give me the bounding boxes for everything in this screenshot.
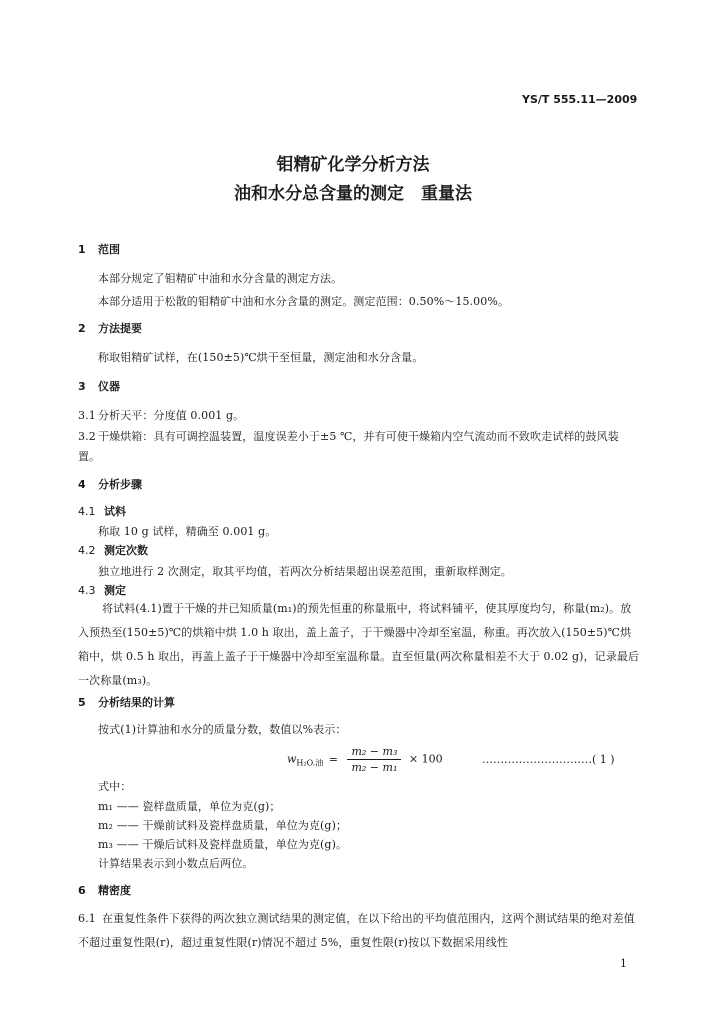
subsection-text: 在重复性条件下获得的两次独立测试结果的测定值，在以下给出的平均值范围内，这两个测试结果的绝对差值不超过重复性限(r)，超过重复性限(r)情况不超过 5%，重复性限(r)按以下数据采用线性 xyxy=(78,912,635,949)
subsection-4-1-text: 称取 10 g 试样，精确至 0.001 g。 xyxy=(98,525,277,538)
subsection-6-1 xyxy=(78,907,640,955)
subsection-4-3-text: 将试料(4.1)置于干燥的并已知质量(m₁)的预先恒重的称量瓶中，将试料铺平，使其厚度均匀，称量(m₂)。放入预热至(150±5)℃的烘箱中烘 1.0 h 取出，盖上盖子，于干燥器中冷却至室温，称重。再次放入(150±5)℃烘箱中，烘 0.5 h 取出，再盖上盖子于干燥器中冷却至室温称量。直至恒量(两次称量相差不大于 0.02 g)，记录最后一次称量(m₃)。 xyxy=(78,602,640,687)
section-number: 2 xyxy=(78,322,86,335)
formula-multiplier: × 100 xyxy=(408,752,443,766)
section-number: 3 xyxy=(78,380,86,393)
formula-subscript: H₂O.油 xyxy=(296,758,324,768)
section-5-intro: 按式(1)计算油和水分的质量分数，数值以%表示： xyxy=(98,723,347,736)
item-number: 3.2 xyxy=(78,430,96,443)
section-4-heading xyxy=(78,479,142,490)
section-number: 4 xyxy=(78,478,86,491)
item-text: 干燥烘箱：具有可调控温装置，温度误差小于±5 ℃，并有可使干燥箱内空气流动而不致吹走试样的鼓风装置。 xyxy=(78,430,619,463)
section-number: 6 xyxy=(78,884,86,897)
document-title-line2: 油和水分总含量的测定 重量法 xyxy=(234,184,472,204)
section-3-heading xyxy=(78,381,120,392)
section-title: 仪器 xyxy=(98,380,120,393)
formula-denominator: m₂ − m₁ xyxy=(351,761,398,774)
formula-leader-dots: ………………………… xyxy=(482,753,592,766)
variable-m3: m₃ —— 干燥后试料及瓷样盘质量，单位为克(g)。 xyxy=(98,838,348,851)
formula-fraction xyxy=(347,746,401,773)
section-title: 范围 xyxy=(98,243,120,256)
formula-1: $w_{H_2O.油}$ = $\frac{\text{m₂ − m₃}}{\text{m₂ − m₁}}$ × 100 xyxy=(287,745,443,774)
subsection-title: 试料 xyxy=(104,505,126,518)
section-6-heading xyxy=(78,885,131,896)
item-3-2 xyxy=(78,427,640,467)
section-title: 精密度 xyxy=(98,884,131,897)
section-1-paragraph-2: 本部分适用于松散的钼精矿中油和水分含量的测定。测定范围：0.50%～15.00%。 xyxy=(98,295,509,308)
formula-label-group xyxy=(482,754,615,765)
page-number: 1 xyxy=(620,957,627,970)
section-title: 分析结果的计算 xyxy=(98,696,175,709)
subsection-4-2-text: 独立地进行 2 次测定，取其平均值，若两次分析结果超出误差范围，重新取样测定。 xyxy=(98,565,512,578)
section-number: 5 xyxy=(78,696,86,709)
item-text: 分析天平：分度值 0.001 g。 xyxy=(98,409,245,422)
formula-where: 式中： xyxy=(98,780,132,793)
item-number: 3.1 xyxy=(78,409,96,422)
section-number: 1 xyxy=(78,243,86,256)
section-2-heading xyxy=(78,323,142,334)
subsection-number: 4.1 xyxy=(78,505,96,518)
subsection-number: 4.2 xyxy=(78,544,96,557)
formula-symbol: w xyxy=(287,752,297,766)
subsection-title: 测定次数 xyxy=(104,544,148,557)
subsection-4-2-heading xyxy=(78,545,148,556)
formula-number: ( 1 ) xyxy=(592,753,615,766)
section-2-paragraph-1: 称取钼精矿试样，在(150±5)℃烘干至恒量，测定油和水分含量。 xyxy=(98,351,424,364)
subsection-number: 4.3 xyxy=(78,584,96,597)
variable-m2: m₂ —— 干燥前试料及瓷样盘质量，单位为克(g)； xyxy=(98,819,348,832)
subsection-number: 6.1 xyxy=(78,912,96,925)
section-1-paragraph-1: 本部分规定了钼精矿中油和水分含量的测定方法。 xyxy=(98,272,343,285)
subsection-4-1-heading xyxy=(78,506,126,517)
variable-m1: m₁ —— 瓷样盘质量，单位为克(g)； xyxy=(98,800,281,813)
document-title-line1: 钼精矿化学分析方法 xyxy=(276,155,430,175)
formula-numerator: m₂ − m₃ xyxy=(347,746,401,760)
section-1-heading xyxy=(78,244,120,255)
section-5-heading xyxy=(78,697,175,708)
item-3-1 xyxy=(78,410,244,421)
section-title: 分析步骤 xyxy=(98,478,142,491)
standard-number: YS/T 555.11—2009 xyxy=(522,93,638,106)
section-title: 方法提要 xyxy=(98,322,142,335)
subsection-title: 测定 xyxy=(104,584,126,597)
rounding-note: 计算结果表示到小数点后两位。 xyxy=(98,857,254,870)
subsection-4-3-heading xyxy=(78,585,126,596)
